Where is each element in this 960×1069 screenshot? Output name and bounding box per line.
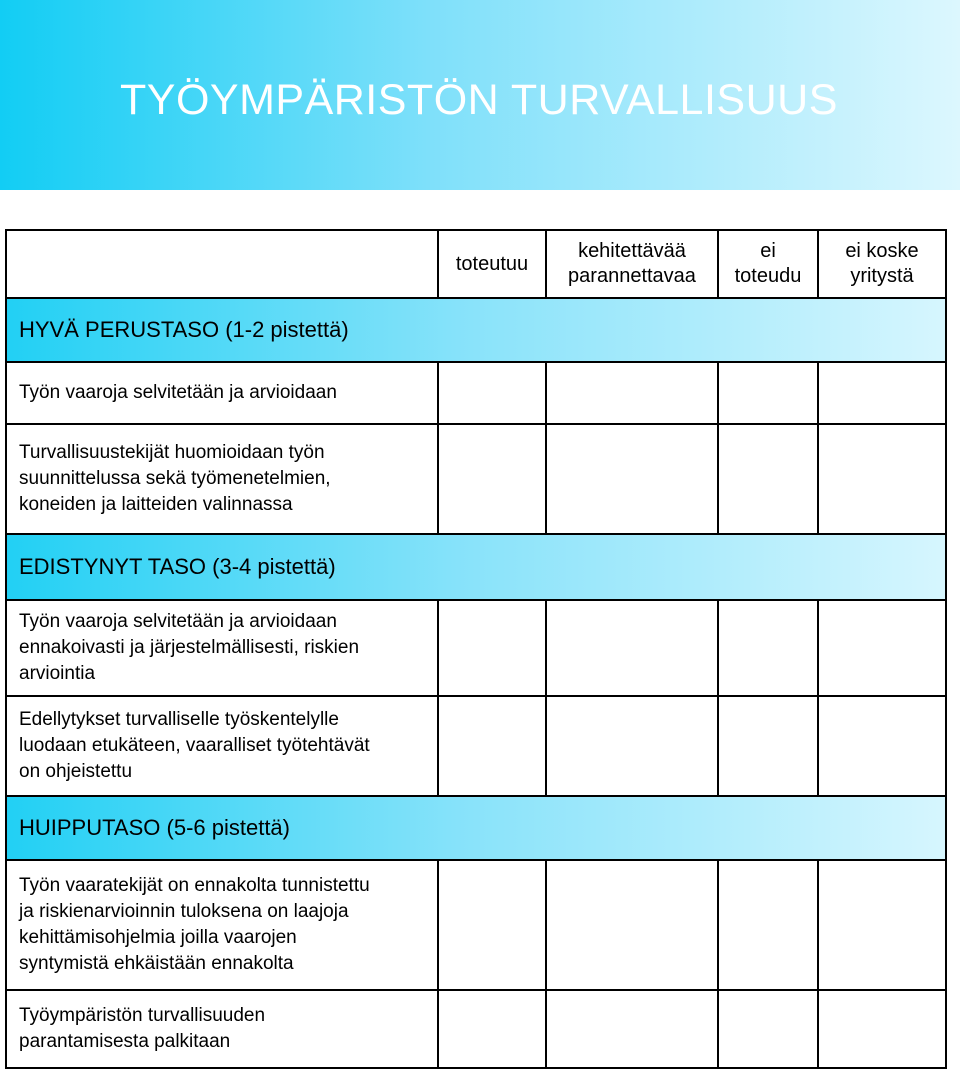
table-row [6, 990, 946, 1068]
checkbox-toteutuu[interactable] [438, 600, 546, 696]
checkbox-ei-koske[interactable] [818, 362, 946, 424]
header-blank-cell [6, 230, 438, 298]
checkbox-ei-koske[interactable] [818, 990, 946, 1068]
section-heading: HUIPPUTASO (5-6 pistettä) [6, 796, 946, 860]
checkbox-ei-koske[interactable] [818, 600, 946, 696]
item-text: Työn vaaroja selvitetään ja arvioidaan [6, 362, 438, 424]
item-text: Työympäristön turvallisuuden parantamisesta palkitaan [6, 990, 438, 1068]
checkbox-toteutuu[interactable] [438, 362, 546, 424]
assessment-table [5, 229, 947, 1069]
checkbox-kehitettavaa[interactable] [546, 600, 718, 696]
checkbox-ei-koske[interactable] [818, 696, 946, 796]
column-header-toteutuu: toteutuu [438, 230, 546, 298]
table-row [6, 696, 946, 796]
checkbox-toteutuu[interactable] [438, 696, 546, 796]
checkbox-kehitettavaa[interactable] [546, 696, 718, 796]
checkbox-ei-toteudu[interactable] [718, 860, 818, 990]
section-heading: HYVÄ PERUSTASO (1-2 pistettä) [6, 298, 946, 362]
checkbox-kehitettavaa[interactable] [546, 424, 718, 534]
item-text: Työn vaaratekijät on ennakolta tunnistettu ja riskienarvioinnin tuloksena on laajoja kehittämisohjelmia joilla vaarojen syntymistä ehkäistään ennakolta [6, 860, 438, 990]
checkbox-toteutuu[interactable] [438, 860, 546, 990]
title-banner [0, 0, 960, 190]
checkbox-ei-toteudu[interactable] [718, 990, 818, 1068]
section-row-edistynyt [6, 534, 946, 600]
checkbox-ei-koske[interactable] [818, 860, 946, 990]
section-row-huipputaso [6, 796, 946, 860]
checkbox-ei-toteudu[interactable] [718, 600, 818, 696]
column-header-ei-koske: ei koske yritystä [818, 230, 946, 298]
checkbox-kehitettavaa[interactable] [546, 362, 718, 424]
section-row-perustaso [6, 298, 946, 362]
item-text: Työn vaaroja selvitetään ja arvioidaan ennakoivasti ja järjestelmällisesti, riskien arviointia [6, 600, 438, 696]
checkbox-kehitettavaa[interactable] [546, 860, 718, 990]
table-row [6, 362, 946, 424]
table-row [6, 600, 946, 696]
checkbox-kehitettavaa[interactable] [546, 990, 718, 1068]
item-text: Turvallisuustekijät huomioidaan työn suunnittelussa sekä työmenetelmien, koneiden ja laitteiden valinnassa [6, 424, 438, 534]
section-heading: EDISTYNYT TASO (3-4 pistettä) [6, 534, 946, 600]
page-title: TYÖYMPÄRISTÖN TURVALLISUUS [120, 76, 838, 124]
checkbox-ei-toteudu[interactable] [718, 424, 818, 534]
checkbox-ei-koske[interactable] [818, 424, 946, 534]
table-row [6, 860, 946, 990]
column-header-kehitettavaa: kehitettävää parannettavaa [546, 230, 718, 298]
item-text: Edellytykset turvalliselle työskentelylle luodaan etukäteen, vaaralliset työtehtävät on ohjeistettu [6, 696, 438, 796]
checkbox-ei-toteudu[interactable] [718, 362, 818, 424]
table-row [6, 424, 946, 534]
header-row [6, 230, 946, 298]
checkbox-toteutuu[interactable] [438, 990, 546, 1068]
checkbox-toteutuu[interactable] [438, 424, 546, 534]
column-header-ei-toteudu: ei toteudu [718, 230, 818, 298]
checkbox-ei-toteudu[interactable] [718, 696, 818, 796]
